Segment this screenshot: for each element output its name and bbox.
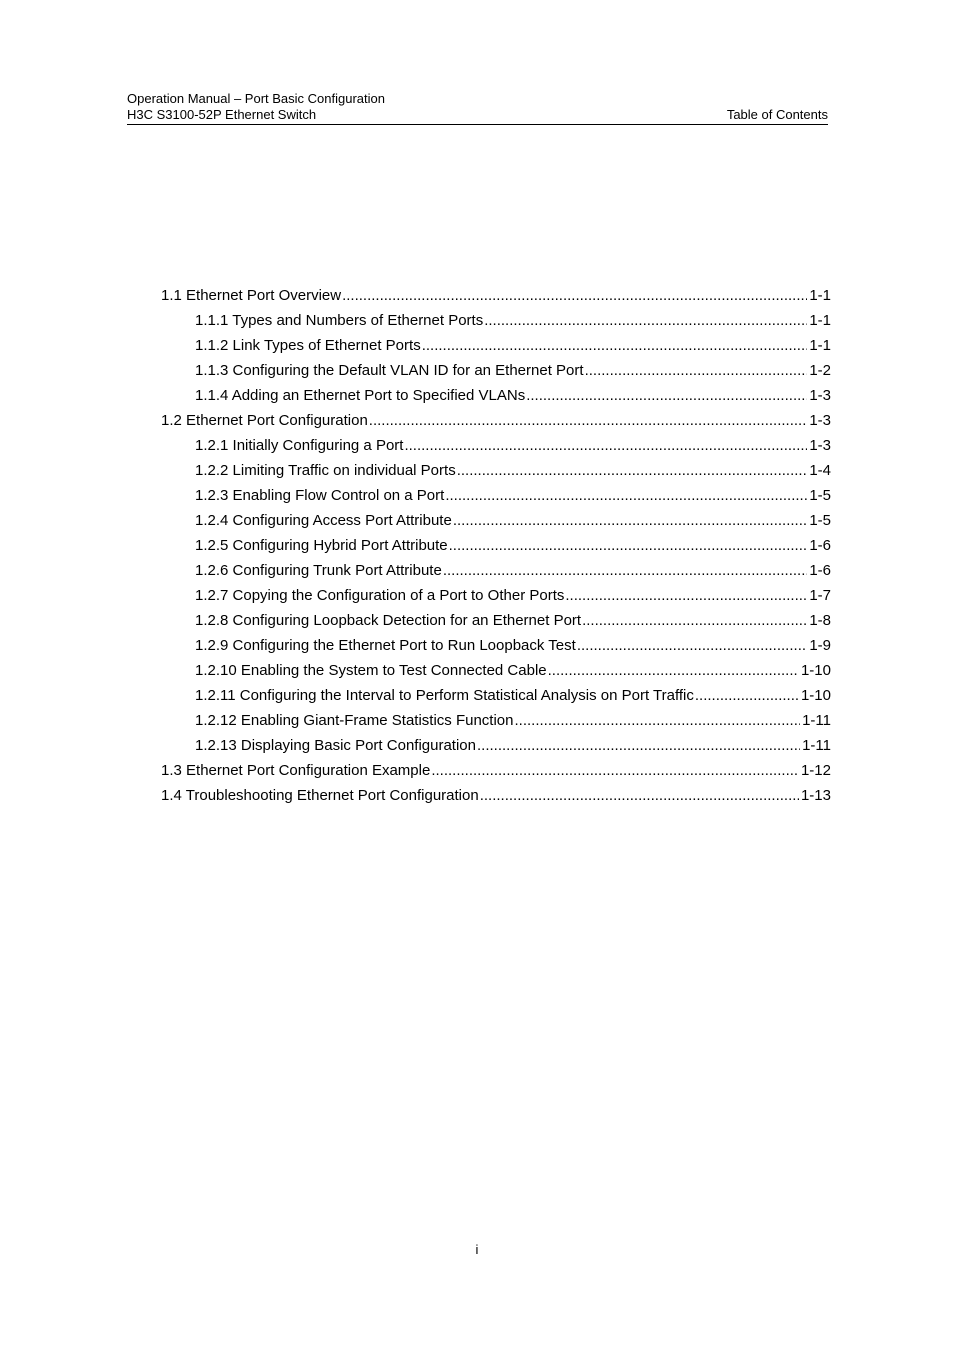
toc-entry-page: 1-1 <box>809 337 831 354</box>
toc-entry[interactable] <box>161 336 831 361</box>
toc-entry[interactable] <box>161 286 831 311</box>
page-header <box>127 91 828 123</box>
toc-entry-page: 1-3 <box>809 437 831 454</box>
toc-dot-leader <box>526 386 807 406</box>
toc-entry[interactable] <box>161 386 831 411</box>
toc-entry[interactable] <box>161 436 831 461</box>
toc-entry[interactable] <box>161 486 831 511</box>
toc-dot-leader <box>477 736 800 756</box>
toc-entry-page: 1-2 <box>809 362 831 379</box>
toc-dot-leader <box>548 661 799 681</box>
toc-dot-leader <box>443 561 808 581</box>
toc-entry-title: 1.2.7 Copying the Configuration of a Port to Other Ports <box>195 587 565 604</box>
toc-entry-title: 1.2.5 Configuring Hybrid Port Attribute <box>195 537 448 554</box>
toc-entry-page: 1-13 <box>800 787 831 804</box>
toc-entry-title: 1.3 Ethernet Port Configuration Example <box>161 762 431 779</box>
toc-entry-page: 1-11 <box>802 737 831 754</box>
toc-dot-leader <box>422 336 808 356</box>
toc-dot-leader <box>565 586 807 606</box>
toc-entry[interactable] <box>161 636 831 661</box>
toc-entry-page: 1-9 <box>809 637 831 654</box>
toc-entry[interactable] <box>161 536 831 561</box>
toc-dot-leader <box>515 711 801 731</box>
toc-dot-leader <box>577 636 808 656</box>
toc-dot-leader <box>582 611 807 631</box>
toc-entry[interactable] <box>161 411 831 436</box>
toc-dot-leader <box>484 311 807 331</box>
header-divider <box>127 124 828 125</box>
toc-dot-leader <box>453 511 808 531</box>
toc-entry-title: 1.2.2 Limiting Traffic on individual Ports <box>195 462 456 479</box>
toc-entry-page: 1-10 <box>800 662 831 679</box>
page-number: i <box>475 1242 479 1257</box>
toc-entry-page: 1-3 <box>809 387 831 404</box>
manual-title: Operation Manual – Port Basic Configuration <box>127 91 385 106</box>
toc-entry-page: 1-5 <box>809 487 831 504</box>
toc-entry-page: 1-10 <box>800 687 831 704</box>
toc-dot-leader <box>404 436 807 456</box>
toc-entry-page: 1-1 <box>809 312 831 329</box>
toc-entry[interactable] <box>161 461 831 486</box>
toc-entry-page: 1-7 <box>809 587 831 604</box>
toc-entry-title: 1.1.4 Adding an Ethernet Port to Specified VLANs <box>195 387 526 404</box>
product-name: H3C S3100-52P Ethernet Switch <box>127 107 317 122</box>
toc-entry[interactable] <box>161 736 831 761</box>
toc-dot-leader <box>445 486 807 506</box>
toc-entry[interactable] <box>161 786 831 811</box>
toc-dot-leader <box>342 286 807 306</box>
toc-entry-title: 1.2.9 Configuring the Ethernet Port to Run Loopback Test <box>195 637 576 654</box>
toc-entry-page: 1-1 <box>809 287 831 304</box>
toc-entry-title: 1.2.11 Configuring the Interval to Perform Statistical Analysis on Port Traffic <box>195 687 694 704</box>
toc-entry-page: 1-3 <box>809 412 831 429</box>
toc-dot-leader <box>449 536 808 556</box>
toc-entry-page: 1-4 <box>809 462 831 479</box>
header-row <box>127 107 828 123</box>
toc-entry-title: 1.2.3 Enabling Flow Control on a Port <box>195 487 445 504</box>
toc-entry[interactable] <box>161 586 831 611</box>
toc-entry[interactable] <box>161 311 831 336</box>
toc-entry-page: 1-6 <box>809 537 831 554</box>
toc-entry[interactable] <box>161 711 831 736</box>
toc-entry[interactable] <box>161 661 831 686</box>
toc-entry[interactable] <box>161 561 831 586</box>
toc-entry-page: 1-6 <box>809 562 831 579</box>
toc-entry-title: 1.4 Troubleshooting Ethernet Port Configuration <box>161 787 479 804</box>
toc-dot-leader <box>480 786 799 806</box>
toc-dot-leader <box>369 411 808 431</box>
toc-entry-page: 1-12 <box>800 762 831 779</box>
toc-entry-title: 1.2 Ethernet Port Configuration <box>161 412 368 429</box>
toc-entry-title: 1.1.1 Types and Numbers of Ethernet Ports <box>195 312 484 329</box>
toc-entry-title: 1.1.3 Configuring the Default VLAN ID for an Ethernet Port <box>195 362 584 379</box>
toc-entry-page: 1-8 <box>809 612 831 629</box>
toc-entry-title: 1.1.2 Link Types of Ethernet Ports <box>195 337 421 354</box>
toc-entry[interactable] <box>161 361 831 386</box>
toc-entry-page: 1-11 <box>802 712 831 729</box>
toc-entry-title: 1.1 Ethernet Port Overview <box>161 287 342 304</box>
toc-dot-leader <box>585 361 808 381</box>
toc-entry[interactable] <box>161 511 831 536</box>
toc-entry-title: 1.2.13 Displaying Basic Port Configuration <box>195 737 476 754</box>
section-name: Table of Contents <box>726 107 828 122</box>
toc-entry[interactable] <box>161 686 831 711</box>
toc-entry[interactable] <box>161 761 831 786</box>
table-of-contents <box>161 286 831 811</box>
toc-entry-title: 1.2.8 Configuring Loopback Detection for an Ethernet Port <box>195 612 582 629</box>
toc-entry-title: 1.2.1 Initially Configuring a Port <box>195 437 404 454</box>
toc-dot-leader <box>695 686 799 706</box>
toc-entry-page: 1-5 <box>809 512 831 529</box>
toc-entry-title: 1.2.6 Configuring Trunk Port Attribute <box>195 562 442 579</box>
toc-entry[interactable] <box>161 611 831 636</box>
toc-entry-title: 1.2.12 Enabling Giant-Frame Statistics Function <box>195 712 514 729</box>
toc-entry-title: 1.2.4 Configuring Access Port Attribute <box>195 512 452 529</box>
toc-dot-leader <box>431 761 799 781</box>
toc-dot-leader <box>457 461 808 481</box>
toc-entry-title: 1.2.10 Enabling the System to Test Connected Cable <box>195 662 547 679</box>
